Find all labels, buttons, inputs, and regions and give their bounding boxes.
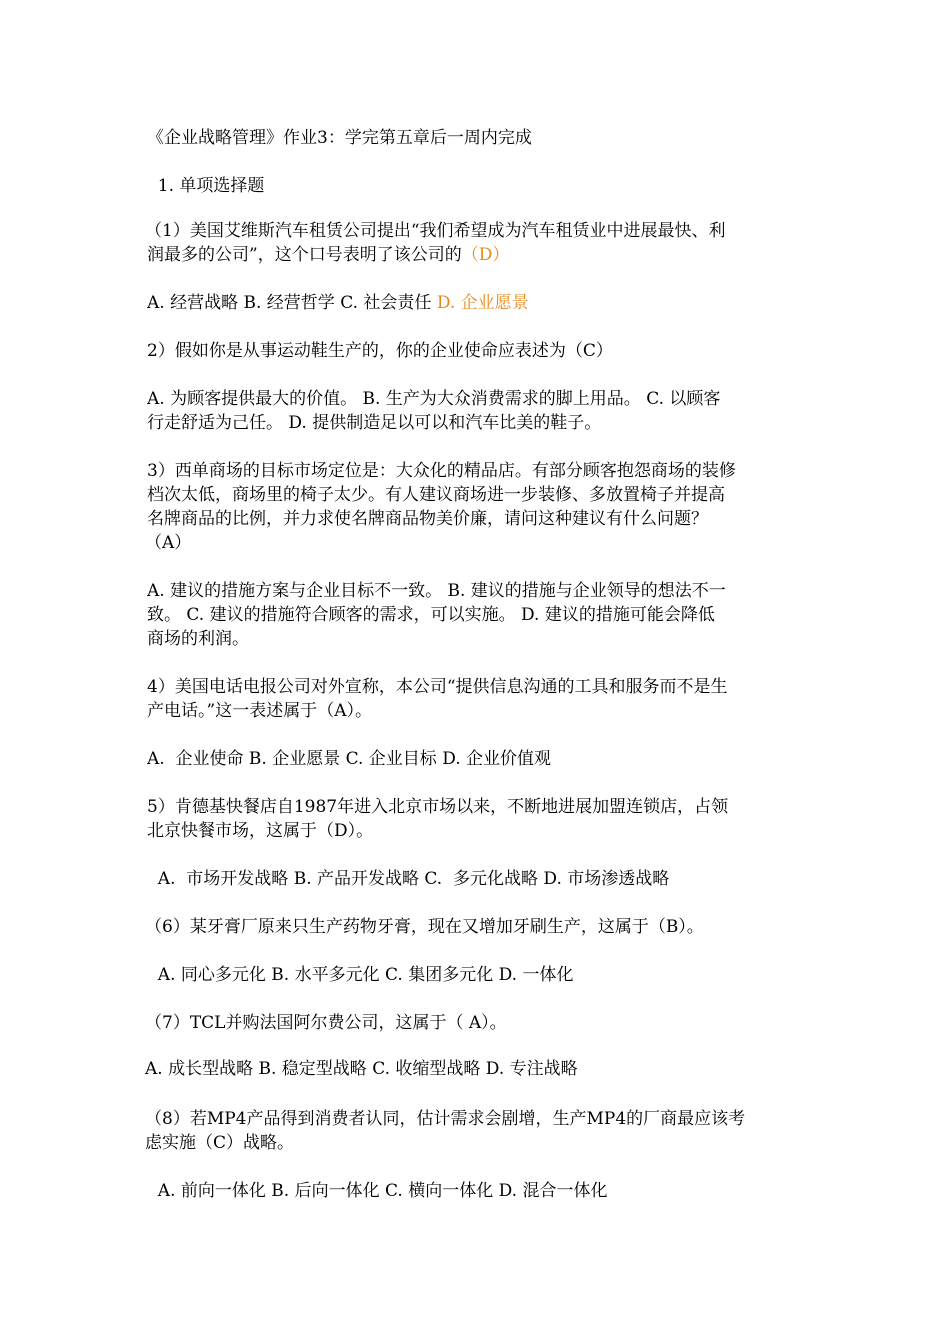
q3-options-line3: 商场的利润。	[147, 629, 249, 649]
q5-options: A. 市场开发战略 B. 产品开发战略 C. 多元化战略 D. 市场渗透战略	[147, 869, 670, 889]
q4-options: A. 企业使命 B. 企业愿景 C. 企业目标 D. 企业价值观	[147, 749, 552, 769]
q3-text-line1: 3）西单商场的目标市场定位是：大众化的精品店。有部分顾客抱怨商场的装修	[147, 461, 736, 481]
q1-correct-option: D. 企业愿景	[436, 293, 529, 313]
q5-text-line2: 北京快餐市场，这属于（D）。	[147, 821, 374, 841]
q1-options	[147, 292, 529, 314]
q2-options-line2: 行走舒适为己任。 D. 提供制造足以可以和汽车比美的鞋子。	[147, 413, 602, 433]
q8-options: A. 前向一体化 B. 后向一体化 C. 横向一体化 D. 混合一体化	[147, 1181, 608, 1201]
q3-text-line4: （A）	[145, 533, 192, 553]
q8-text-line1: （8）若MP4产品得到消费者认同，估计需求会剧增，生产MP4的厂商最应该考	[145, 1109, 746, 1129]
q3-text-line2: 档次太低，商场里的椅子太少。有人建议商场进一步装修、多放置椅子并提高	[147, 485, 725, 505]
q2-options-line1: A. 为顾客提供最大的价值。 B. 生产为大众消费需求的脚上用品。 C. 以顾客	[147, 389, 721, 409]
q8-text-line2: 虑实施（C）战略。	[145, 1133, 295, 1153]
q3-options-line2: 致。 C. 建议的措施符合顾客的需求，可以实施。 D. 建议的措施可能会降低	[147, 605, 715, 625]
q4-text-line2: 产电话。”这一表述属于（A）。	[147, 701, 372, 721]
q5-text-line1: 5）肯德基快餐店自1987年进入北京市场以来，不断地进展加盟连锁店，占领	[147, 797, 729, 817]
q2-text: 2）假如你是从事运动鞋生产的，你的企业使命应表述为（C）	[147, 341, 613, 361]
document-title: 《企业战略管理》作业3：学完第五章后一周内完成	[147, 128, 532, 148]
q6-options: A. 同心多元化 B. 水平多元化 C. 集团多元化 D. 一体化	[147, 965, 574, 985]
q1-text-line2	[147, 244, 509, 266]
q1-text-line1: （1）美国艾维斯汽车租赁公司提出“我们希望成为汽车租赁业中进展最快、利	[145, 221, 726, 241]
q3-options-line1: A. 建议的措施方案与企业目标不一致。 B. 建议的措施与企业领导的想法不一	[147, 581, 726, 601]
q4-text-line1: 4）美国电话电报公司对外宣称，本公司“提供信息沟通的工具和服务而不是生	[147, 677, 728, 697]
q7-text: （7）TCL并购法国阿尔费公司，这属于（ A）。	[145, 1013, 507, 1033]
section-heading: 1. 单项选择题	[147, 176, 265, 196]
q1-options-text: A. 经营战略 B. 经营哲学 C. 社会责任	[147, 293, 437, 313]
q6-text: （6）某牙膏厂原来只生产药物牙膏，现在又增加牙刷生产，这属于（B）。	[145, 917, 704, 937]
q1-answer: （D）	[461, 245, 510, 265]
q7-options: A. 成长型战略 B. 稳定型战略 C. 收缩型战略 D. 专注战略	[145, 1059, 578, 1079]
q3-text-line3: 名牌商品的比例，并力求使名牌商品物美价廉，请问这种建议有什么问题？	[147, 509, 708, 529]
q1-text-line2-body: 润最多的公司”，这个口号表明了该公司的	[147, 245, 462, 265]
